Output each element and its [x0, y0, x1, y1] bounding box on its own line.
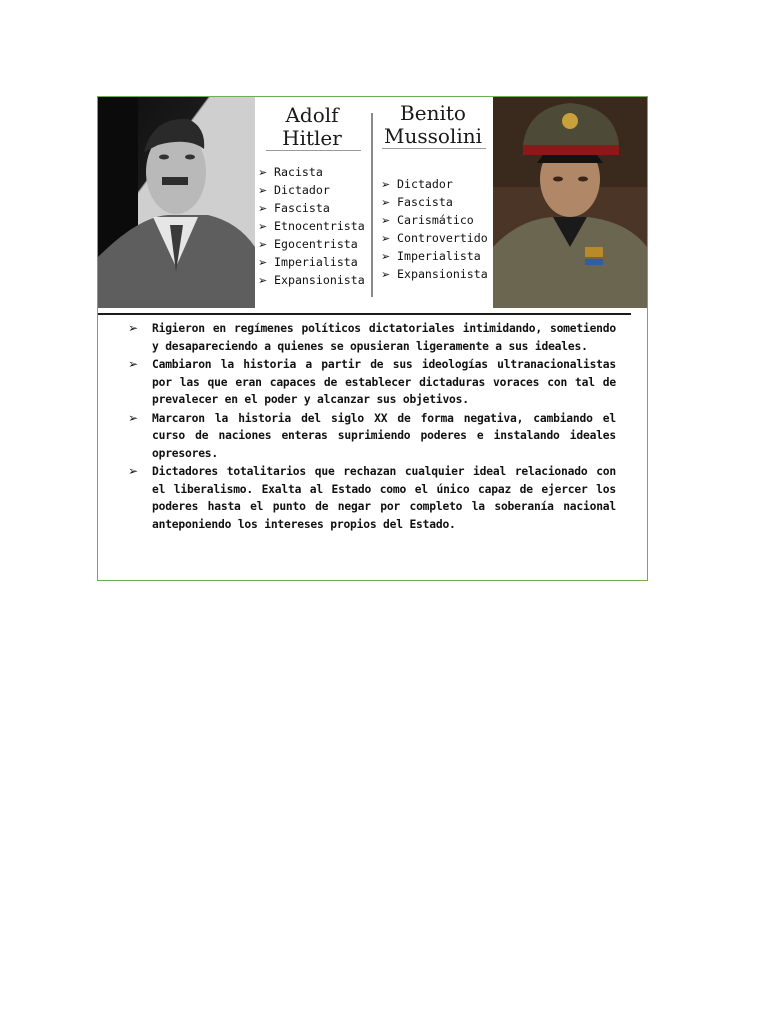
summary-point: ➢ Cambiaron la historia a partir de sus ideologías ultranacionalistas por las que eran capaces de establecer dictaduras voraces con tal de prevalecer en el poder y alcanzar sus objetivos. [128, 357, 616, 406]
arrow-bullet-icon: ➢ [128, 321, 138, 335]
trait-item: ➢ Dictador [381, 175, 488, 193]
trait-item: ➢ Imperialista [381, 247, 488, 265]
arrow-bullet-icon: ➢ [381, 196, 391, 209]
arrow-bullet-icon: ➢ [258, 256, 268, 269]
summary-point: ➢ Dictadores totalitarios que rechazan cualquier ideal relacionado con el liberalismo. Exalta al Estado como el único capaz de ejercer los poderes hasta el punto de negar por completo la soberanía nacional anteponiendo los intereses propios del Estado. [128, 464, 616, 531]
arrow-bullet-icon: ➢ [381, 250, 391, 263]
left-name [260, 104, 364, 150]
trait-item: ➢ Racista [258, 163, 365, 181]
arrow-bullet-icon: ➢ [381, 214, 391, 227]
arrow-bullet-icon: ➢ [258, 184, 268, 197]
left-name-line2: Hitler [282, 126, 342, 150]
left-name-underline [266, 150, 361, 151]
trait-item: ➢ Etnocentrista [258, 217, 365, 235]
arrow-bullet-icon: ➢ [258, 238, 268, 251]
right-name [378, 102, 488, 148]
trait-item: ➢ Expansionista [381, 265, 488, 283]
trait-item: ➢ Expansionista [258, 271, 365, 289]
right-name-underline [382, 148, 486, 149]
arrow-bullet-icon: ➢ [128, 357, 138, 371]
summary-points-list [128, 320, 616, 534]
arrow-bullet-icon: ➢ [381, 232, 391, 245]
arrow-bullet-icon: ➢ [258, 202, 268, 215]
section-divider [98, 313, 631, 315]
arrow-bullet-icon: ➢ [381, 268, 391, 281]
trait-item: ➢ Fascista [258, 199, 365, 217]
right-traits-list [381, 175, 488, 283]
mussolini-portrait-photo [493, 97, 647, 308]
left-name-line1: Adolf [285, 103, 339, 127]
right-name-line2: Mussolini [384, 124, 482, 148]
arrow-bullet-icon: ➢ [128, 464, 138, 478]
trait-item: ➢ Imperialista [258, 253, 365, 271]
arrow-bullet-icon: ➢ [128, 410, 138, 425]
left-traits-list [258, 163, 365, 289]
trait-item: ➢ Controvertido [381, 229, 488, 247]
arrow-bullet-icon: ➢ [258, 166, 268, 179]
trait-item: ➢ Dictador [258, 181, 365, 199]
trait-item: ➢ Carismático [381, 211, 488, 229]
summary-point: ➢ Marcaron la historia del siglo XX de forma negativa, cambiando el curso de naciones enteras suprimiendo poderes e instalando ideales opresores. [128, 410, 616, 460]
summary-point: ➢ Rigieron en regímenes políticos dictatoriales intimidando, sometiendo y desapareciendo a quienes se opusieran ligeramente a sus ideales. [128, 321, 616, 353]
arrow-bullet-icon: ➢ [258, 220, 268, 233]
arrow-bullet-icon: ➢ [258, 274, 268, 287]
arrow-bullet-icon: ➢ [381, 178, 391, 191]
trait-item: ➢ Egocentrista [258, 235, 365, 253]
vertical-divider [371, 113, 373, 297]
trait-item: ➢ Fascista [381, 193, 488, 211]
comparison-card [97, 96, 648, 581]
right-name-line1: Benito [400, 101, 466, 125]
hitler-portrait-photo [98, 97, 255, 308]
